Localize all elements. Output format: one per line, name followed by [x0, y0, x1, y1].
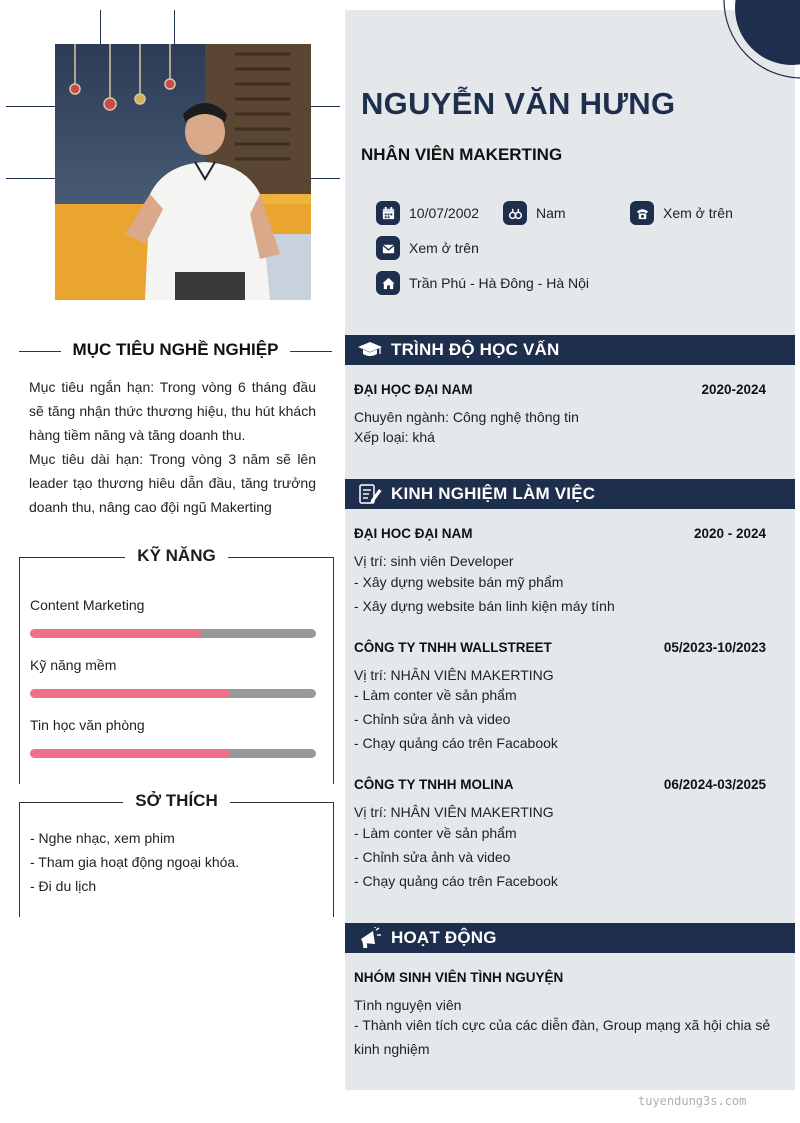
job-position: Vị trí: NHÂN VIÊN MAKERTING	[354, 667, 554, 683]
job-company: CÔNG TY TNHH MOLINA	[354, 777, 514, 792]
watermark: tuyendung3s.com	[638, 1094, 747, 1108]
hobbies-box	[19, 791, 334, 917]
decor-circle	[720, 0, 800, 82]
job-task: - Chạy quảng cáo trên Facebook	[354, 873, 558, 889]
job-header	[354, 777, 766, 792]
education-major: Chuyên ngành: Công nghệ thông tin	[354, 409, 579, 425]
home-icon	[376, 271, 400, 295]
decor-line	[311, 178, 340, 179]
hobbies-heading: SỞ THÍCH	[123, 791, 230, 810]
briefcase-icon	[357, 483, 383, 505]
objective-heading-wrap	[19, 340, 332, 360]
hobby-item: - Tham gia hoạt động ngoại khóa.	[30, 854, 240, 870]
job-task: - Chỉnh sửa ảnh và video	[354, 711, 511, 727]
profile-photo	[55, 44, 311, 300]
job-period: 2020 - 2024	[693, 526, 766, 541]
hobbies-heading-wrap	[20, 791, 333, 811]
gender-icon	[503, 201, 527, 225]
hobby-item: - Đi du lịch	[30, 878, 97, 894]
experience-banner	[345, 479, 795, 509]
education-header	[354, 382, 766, 397]
hobbies-list	[30, 826, 239, 898]
graduation-cap-icon	[357, 339, 383, 361]
activities-banner	[345, 923, 795, 953]
phone-icon	[630, 201, 654, 225]
job-period: 05/2023-10/2023	[663, 640, 766, 655]
address-value: Trần Phú - Hà Đông - Hà Nội	[409, 275, 589, 291]
job-task: - Làm conter về sản phẩm	[354, 825, 517, 841]
job-header	[354, 526, 766, 541]
job-task: - Xây dựng website bán linh kiện máy tính	[354, 598, 615, 614]
job-header	[354, 640, 766, 655]
skill-bar-fill	[30, 689, 230, 698]
decor-line	[6, 178, 55, 179]
candidate-name: NGUYỄN VĂN HƯNG	[361, 86, 676, 121]
contact-phone	[630, 201, 733, 225]
job-task: - Làm conter về sản phẩm	[354, 687, 517, 703]
megaphone-icon	[357, 927, 383, 949]
job-task: - Chỉnh sửa ảnh và video	[354, 849, 511, 865]
experience-heading: KINH NGHIỆM LÀM VIỆC	[391, 484, 596, 503]
activity-desc: - Thành viên tích cực của các diễn đàn, Group mạng xã hội chia sẻ	[354, 1017, 771, 1033]
calendar-icon	[376, 201, 400, 225]
job-company: ĐẠI HOC ĐẠI NAM	[354, 526, 473, 541]
decor-line	[311, 106, 340, 107]
skill-bar	[30, 629, 316, 638]
contact-gender	[503, 201, 566, 225]
education-grade: Xếp loại: khá	[354, 429, 435, 445]
contact-birthday	[376, 201, 479, 225]
job-task: - Chạy quảng cáo trên Facabook	[354, 735, 558, 751]
skill-bar-fill	[30, 629, 202, 638]
skills-heading: KỸ NĂNG	[125, 546, 227, 565]
objective-long-term: Mục tiêu dài hạn: Trong vòng 3 năm sẽ lên leader tạo thương hiêu dẫn đầu, tăng trưởng doanh thu, nâng cao đội ngũ Makerting	[29, 451, 316, 515]
decor-line	[100, 10, 101, 44]
objective-heading: MỤC TIÊU NGHỀ NGHIỆP	[61, 340, 291, 359]
education-school: ĐẠI HỌC ĐẠI NAM	[354, 382, 473, 397]
candidate-title: NHÂN VIÊN MAKERTING	[361, 145, 563, 164]
email-value: Xem ở trên	[409, 240, 479, 256]
email-icon	[376, 236, 400, 260]
objective-short-term: Mục tiêu ngắn hạn: Trong vòng 6 tháng đầu sẽ tăng nhận thức thương hiệu, thu hút khách hàng tiềm năng và tăng doanh thu.	[29, 379, 316, 443]
job-period: 06/2024-03/2025	[663, 777, 766, 792]
activity-header	[354, 970, 766, 985]
job-task: - Xây dựng website bán mỹ phẩm	[354, 574, 564, 590]
activity-role: Tình nguyện viên	[354, 997, 462, 1013]
skills-box	[19, 546, 334, 784]
activity-org: NHÓM SINH VIÊN TÌNH NGUYỆN	[354, 970, 564, 985]
phone-value: Xem ở trên	[663, 205, 733, 221]
objective-text	[29, 375, 316, 519]
gender-value: Nam	[536, 205, 566, 221]
job-position: Vị trí: sinh viên Developer	[354, 553, 514, 569]
education-years: 2020-2024	[701, 382, 766, 397]
activity-desc: kinh nghiệm	[354, 1041, 430, 1057]
skills-heading-wrap	[20, 546, 333, 566]
job-position: Vị trí: NHÂN VIÊN MAKERTING	[354, 804, 554, 820]
education-heading: TRÌNH ĐỘ HỌC VẤN	[391, 340, 560, 359]
job-company: CÔNG TY TNHH WALLSTREET	[354, 640, 552, 655]
birthday-value: 10/07/2002	[409, 205, 480, 221]
education-banner	[345, 335, 795, 365]
skill-label: Tin học văn phòng	[30, 717, 145, 733]
contact-email	[376, 236, 479, 260]
decor-line	[174, 10, 175, 44]
skill-label: Content Marketing	[30, 597, 145, 613]
decor-line	[6, 106, 55, 107]
skill-bar-fill	[30, 749, 230, 758]
skill-label: Kỹ năng mềm	[30, 657, 117, 673]
skill-bar	[30, 749, 316, 758]
hobby-item: - Nghe nhạc, xem phim	[30, 830, 175, 846]
skill-bar	[30, 689, 316, 698]
contact-address	[376, 271, 589, 295]
activities-heading: HOẠT ĐỘNG	[391, 928, 497, 947]
